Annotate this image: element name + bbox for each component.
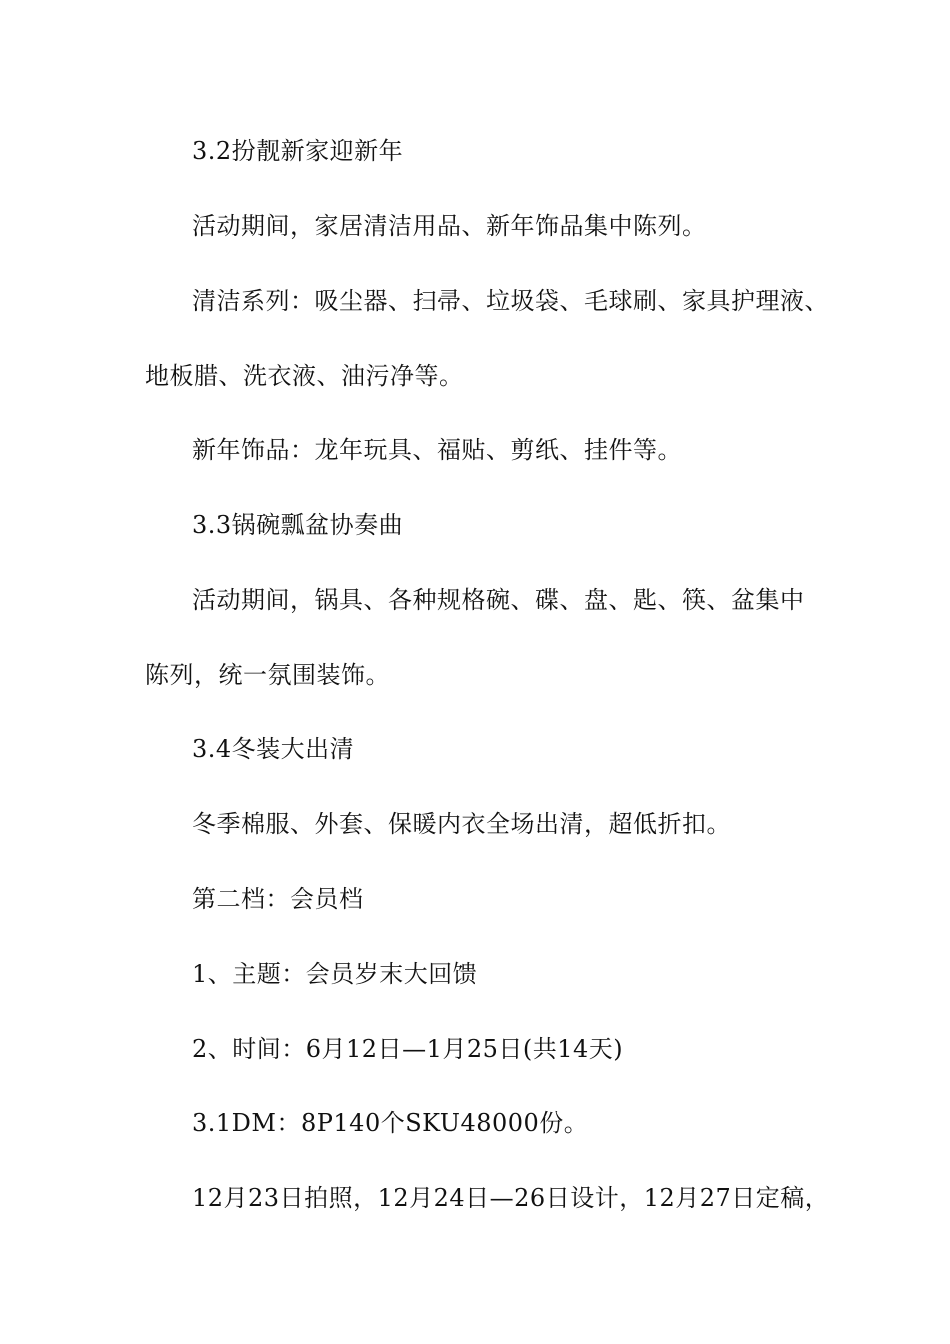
paragraph-line: 冬季棉服、外套、保暖内衣全场出清，超低折扣。 [192,810,731,838]
paragraph-line: 陈列，统一氛围装饰。 [145,661,390,689]
paragraph-line: 新年饰品：龙年玩具、福贴、剪纸、挂件等。 [192,436,682,464]
paragraph-line: 12月23日拍照，12月24日—26日设计，12月27日定稿， [192,1184,830,1212]
paragraph-line: 1、主题：会员岁末大回馈 [192,960,478,988]
paragraph-line: 2、时间：6月12日—1月25日(共14天) [192,1035,624,1063]
heading-3-2: 3.2扮靓新家迎新年 [192,137,404,165]
paragraph-line: 活动期间，锅具、各种规格碗、碟、盘、匙、筷、盆集中 [192,586,805,614]
paragraph-line: 地板腊、洗衣液、油污净等。 [145,362,464,390]
heading-3-4: 3.4冬装大出清 [192,735,355,763]
paragraph-line: 清洁系列：吸尘器、扫帚、垃圾袋、毛球刷、家具护理液、 [192,287,829,315]
paragraph-line: 3.1DM：8P140个SKU48000份。 [192,1109,589,1137]
section-heading: 第二档：会员档 [192,885,364,913]
heading-3-3: 3.3锅碗瓢盆协奏曲 [192,511,404,539]
paragraph-line: 活动期间，家居清洁用品、新年饰品集中陈列。 [192,212,707,240]
